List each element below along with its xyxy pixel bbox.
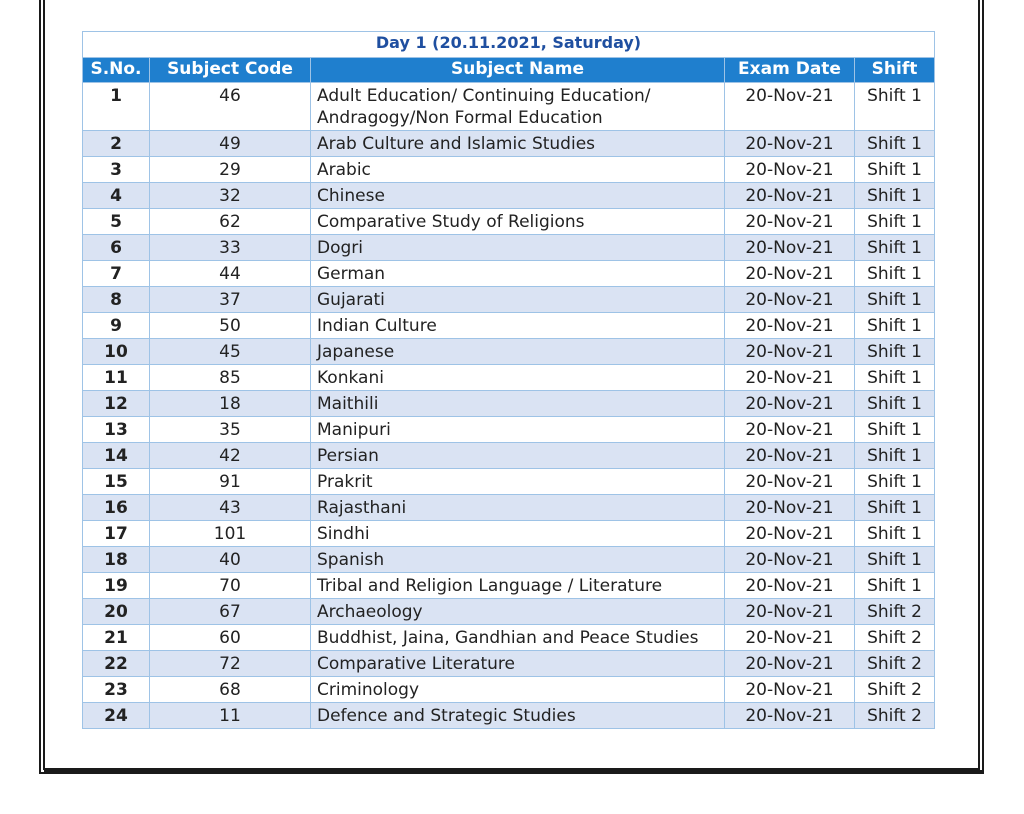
- serial-number-cell: 15: [83, 469, 150, 495]
- subject-code-cell: 49: [150, 131, 311, 157]
- exam-date-cell: 20-Nov-21: [725, 521, 855, 547]
- shift-cell: Shift 2: [855, 625, 935, 651]
- table-row: [83, 83, 935, 131]
- exam-date-cell: 20-Nov-21: [725, 469, 855, 495]
- exam-date-cell: 20-Nov-21: [725, 183, 855, 209]
- subject-name-cell: Arabic: [311, 157, 725, 183]
- exam-date-cell: 20-Nov-21: [725, 443, 855, 469]
- subject-name-cell: German: [311, 261, 725, 287]
- serial-number-cell: 14: [83, 443, 150, 469]
- subject-name-cell: Gujarati: [311, 287, 725, 313]
- subject-name-cell: Persian: [311, 443, 725, 469]
- serial-number-cell: 4: [83, 183, 150, 209]
- exam-date-cell: 20-Nov-21: [725, 339, 855, 365]
- subject-name-cell: Chinese: [311, 183, 725, 209]
- exam-date-cell: 20-Nov-21: [725, 391, 855, 417]
- table-row: [83, 469, 935, 495]
- shift-cell: Shift 1: [855, 313, 935, 339]
- exam-date-cell: 20-Nov-21: [725, 599, 855, 625]
- subject-name-cell: Comparative Study of Religions: [311, 209, 725, 235]
- subject-code-cell: 62: [150, 209, 311, 235]
- subject-name-cell: Indian Culture: [311, 313, 725, 339]
- subject-code-cell: 85: [150, 365, 311, 391]
- subject-code-cell: 45: [150, 339, 311, 365]
- table-row: [83, 209, 935, 235]
- serial-number-cell: 19: [83, 573, 150, 599]
- shift-cell: Shift 1: [855, 131, 935, 157]
- serial-number-cell: 13: [83, 417, 150, 443]
- serial-number-cell: 8: [83, 287, 150, 313]
- shift-cell: Shift 1: [855, 573, 935, 599]
- subject-code-cell: 37: [150, 287, 311, 313]
- subject-code-cell: 60: [150, 625, 311, 651]
- subject-name-cell: Prakrit: [311, 469, 725, 495]
- table-row: [83, 651, 935, 677]
- serial-number-cell: 20: [83, 599, 150, 625]
- subject-name-cell: Manipuri: [311, 417, 725, 443]
- column-header-row: [83, 58, 935, 83]
- serial-number-cell: 12: [83, 391, 150, 417]
- exam-date-cell: 20-Nov-21: [725, 547, 855, 573]
- subject-code-cell: 32: [150, 183, 311, 209]
- table-row: [83, 625, 935, 651]
- subject-name-cell: Dogri: [311, 235, 725, 261]
- subject-code-cell: 67: [150, 599, 311, 625]
- table-row: [83, 261, 935, 287]
- serial-number-cell: 23: [83, 677, 150, 703]
- day-title: Day 1 (20.11.2021, Saturday): [83, 32, 935, 58]
- exam-date-cell: 20-Nov-21: [725, 235, 855, 261]
- subject-name-cell: Sindhi: [311, 521, 725, 547]
- page-border-shadow: [44, 770, 982, 773]
- shift-cell: Shift 1: [855, 183, 935, 209]
- shift-cell: Shift 1: [855, 547, 935, 573]
- serial-number-cell: 2: [83, 131, 150, 157]
- shift-cell: Shift 1: [855, 391, 935, 417]
- table-row: [83, 365, 935, 391]
- serial-number-cell: 9: [83, 313, 150, 339]
- table-body: [83, 83, 935, 729]
- serial-number-cell: 1: [83, 83, 150, 131]
- shift-cell: Shift 1: [855, 365, 935, 391]
- subject-code-cell: 68: [150, 677, 311, 703]
- table-row: [83, 313, 935, 339]
- shift-cell: Shift 1: [855, 443, 935, 469]
- serial-number-cell: 6: [83, 235, 150, 261]
- serial-number-cell: 16: [83, 495, 150, 521]
- serial-number-cell: 7: [83, 261, 150, 287]
- subject-code-cell: 91: [150, 469, 311, 495]
- subject-name-cell: Adult Education/ Continuing Education/ Andragogy/Non Formal Education: [311, 83, 725, 131]
- table-row: [83, 547, 935, 573]
- subject-code-cell: 18: [150, 391, 311, 417]
- serial-number-cell: 18: [83, 547, 150, 573]
- exam-date-cell: 20-Nov-21: [725, 287, 855, 313]
- shift-cell: Shift 2: [855, 677, 935, 703]
- shift-cell: Shift 1: [855, 469, 935, 495]
- subject-name-cell: Maithili: [311, 391, 725, 417]
- table-row: [83, 599, 935, 625]
- subject-name-cell: Arab Culture and Islamic Studies: [311, 131, 725, 157]
- table-row: [83, 677, 935, 703]
- serial-number-cell: 22: [83, 651, 150, 677]
- shift-cell: Shift 2: [855, 651, 935, 677]
- exam-date-cell: 20-Nov-21: [725, 365, 855, 391]
- shift-cell: Shift 1: [855, 521, 935, 547]
- serial-number-cell: 21: [83, 625, 150, 651]
- table-row: [83, 521, 935, 547]
- exam-date-cell: 20-Nov-21: [725, 83, 855, 131]
- serial-number-cell: 11: [83, 365, 150, 391]
- shift-cell: Shift 1: [855, 157, 935, 183]
- subject-name-cell: Tribal and Religion Language / Literature: [311, 573, 725, 599]
- serial-number-cell: 5: [83, 209, 150, 235]
- subject-code-cell: 50: [150, 313, 311, 339]
- subject-code-cell: 72: [150, 651, 311, 677]
- subject-name-cell: Criminology: [311, 677, 725, 703]
- exam-date-cell: 20-Nov-21: [725, 313, 855, 339]
- subject-name-cell: Archaeology: [311, 599, 725, 625]
- exam-schedule-table: [82, 31, 935, 729]
- table-row: [83, 157, 935, 183]
- subject-code-cell: 11: [150, 703, 311, 729]
- subject-code-cell: 101: [150, 521, 311, 547]
- subject-name-cell: Konkani: [311, 365, 725, 391]
- subject-code-cell: 35: [150, 417, 311, 443]
- shift-cell: Shift 1: [855, 83, 935, 131]
- column-header-exam-date: Exam Date: [725, 58, 855, 83]
- serial-number-cell: 3: [83, 157, 150, 183]
- exam-date-cell: 20-Nov-21: [725, 261, 855, 287]
- subject-code-cell: 46: [150, 83, 311, 131]
- subject-code-cell: 33: [150, 235, 311, 261]
- shift-cell: Shift 1: [855, 339, 935, 365]
- subject-name-cell: Japanese: [311, 339, 725, 365]
- table-row: [83, 495, 935, 521]
- exam-date-cell: 20-Nov-21: [725, 495, 855, 521]
- subject-name-cell: Rajasthani: [311, 495, 725, 521]
- shift-cell: Shift 1: [855, 235, 935, 261]
- table-row: [83, 391, 935, 417]
- table-row: [83, 287, 935, 313]
- subject-name-cell: Buddhist, Jaina, Gandhian and Peace Studies: [311, 625, 725, 651]
- shift-cell: Shift 1: [855, 495, 935, 521]
- shift-cell: Shift 1: [855, 417, 935, 443]
- shift-cell: Shift 1: [855, 287, 935, 313]
- exam-date-cell: 20-Nov-21: [725, 209, 855, 235]
- subject-name-cell: Comparative Literature: [311, 651, 725, 677]
- table-row: [83, 339, 935, 365]
- shift-cell: Shift 1: [855, 209, 935, 235]
- column-header-subject-name: Subject Name: [311, 58, 725, 83]
- subject-name-cell: Spanish: [311, 547, 725, 573]
- column-header-sno: S.No.: [83, 58, 150, 83]
- exam-date-cell: 20-Nov-21: [725, 625, 855, 651]
- table-row: [83, 183, 935, 209]
- subject-code-cell: 42: [150, 443, 311, 469]
- serial-number-cell: 10: [83, 339, 150, 365]
- table-row: [83, 417, 935, 443]
- table-row: [83, 573, 935, 599]
- subject-name-cell: Defence and Strategic Studies: [311, 703, 725, 729]
- subject-code-cell: 43: [150, 495, 311, 521]
- day-title-row: [83, 32, 935, 58]
- table-row: [83, 235, 935, 261]
- table-row: [83, 131, 935, 157]
- exam-date-cell: 20-Nov-21: [725, 651, 855, 677]
- serial-number-cell: 24: [83, 703, 150, 729]
- table-row: [83, 703, 935, 729]
- exam-date-cell: 20-Nov-21: [725, 703, 855, 729]
- exam-date-cell: 20-Nov-21: [725, 131, 855, 157]
- column-header-shift: Shift: [855, 58, 935, 83]
- exam-date-cell: 20-Nov-21: [725, 417, 855, 443]
- shift-cell: Shift 2: [855, 599, 935, 625]
- column-header-subject-code: Subject Code: [150, 58, 311, 83]
- shift-cell: Shift 1: [855, 261, 935, 287]
- subject-code-cell: 44: [150, 261, 311, 287]
- exam-date-cell: 20-Nov-21: [725, 677, 855, 703]
- exam-date-cell: 20-Nov-21: [725, 157, 855, 183]
- serial-number-cell: 17: [83, 521, 150, 547]
- table-row: [83, 443, 935, 469]
- subject-code-cell: 40: [150, 547, 311, 573]
- exam-date-cell: 20-Nov-21: [725, 573, 855, 599]
- subject-code-cell: 70: [150, 573, 311, 599]
- subject-code-cell: 29: [150, 157, 311, 183]
- shift-cell: Shift 2: [855, 703, 935, 729]
